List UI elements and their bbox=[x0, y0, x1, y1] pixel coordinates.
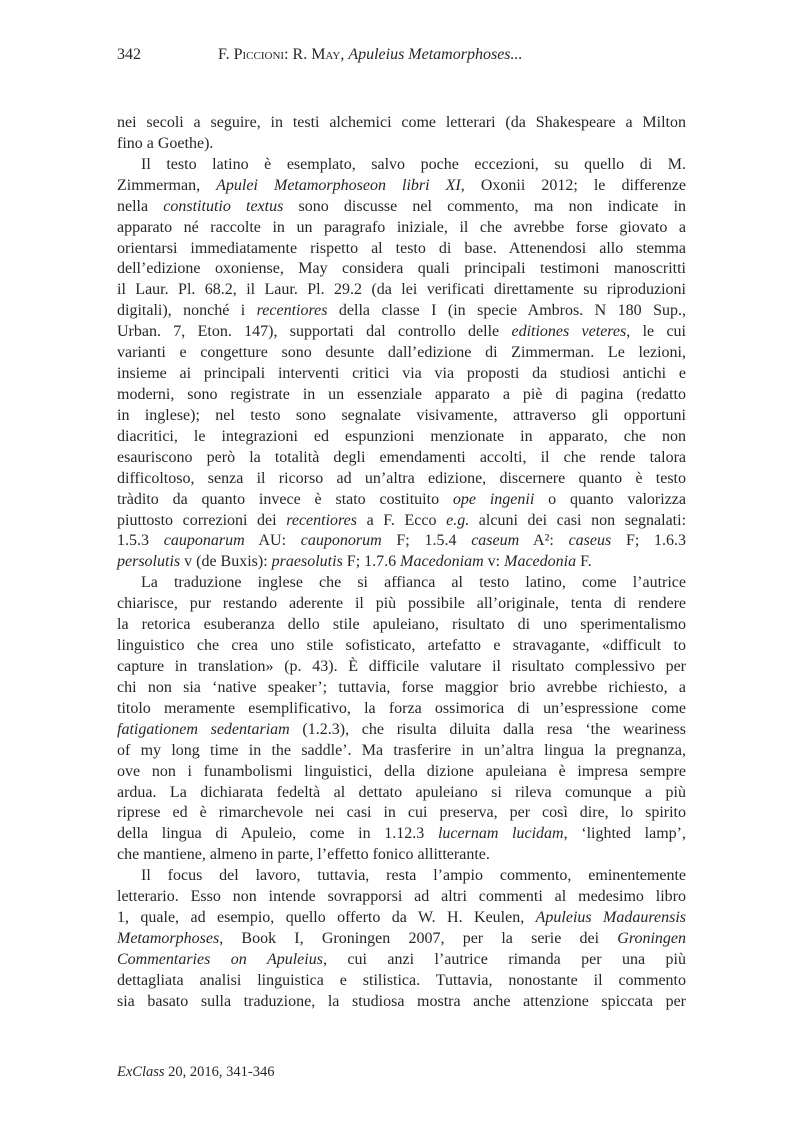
text-run: Zimmerman, bbox=[117, 176, 217, 194]
text-line bbox=[117, 343, 686, 364]
text-line bbox=[117, 218, 686, 239]
text-line bbox=[117, 929, 686, 950]
text-line bbox=[117, 552, 686, 573]
running-title-book: Apuleius Metamorphoses... bbox=[348, 46, 523, 63]
text-line bbox=[117, 824, 686, 845]
text-run: della lingua di Apuleio, come in 1.12.3 bbox=[117, 825, 438, 843]
running-title-comma: , bbox=[340, 46, 349, 63]
text-line bbox=[117, 531, 686, 552]
text-line bbox=[117, 197, 686, 218]
text-line bbox=[117, 741, 686, 762]
text-run: AU: bbox=[244, 532, 301, 550]
italic-text: Apuleius Madaurensis bbox=[535, 909, 687, 927]
text-run: , ‘lighted lamp’, bbox=[563, 825, 686, 843]
text-line bbox=[117, 762, 686, 783]
text-run: o quanto valorizza bbox=[534, 490, 687, 508]
text-line bbox=[117, 908, 686, 929]
text-line bbox=[117, 950, 686, 971]
italic-text: cauponarum bbox=[163, 532, 245, 550]
italic-text: caseus bbox=[568, 532, 612, 550]
text-run: moderni, sono registrate in un essenziale apparato a piè di pagina (redatto bbox=[117, 385, 686, 403]
text-run: , Book I, Groningen 2007, per la serie dei bbox=[219, 929, 618, 947]
text-line bbox=[117, 699, 686, 720]
text-run: linguistico che crea uno stile sofisticato, artefatto e stravagante, «difficult to bbox=[117, 637, 686, 655]
italic-text: Macedoniam bbox=[400, 553, 484, 571]
text-line bbox=[117, 113, 686, 134]
text-run: nella bbox=[117, 197, 164, 215]
text-line bbox=[117, 280, 686, 301]
text-run: apparato né raccolte in un paragrafo iniziale, il che avrebbe forse giovato a bbox=[117, 218, 686, 236]
italic-text: Macedonia bbox=[504, 553, 577, 571]
paragraph bbox=[117, 113, 686, 155]
text-line bbox=[117, 783, 686, 804]
italic-text: cauponorum bbox=[300, 532, 382, 550]
text-run: sono discusse nel commento, ma non indicate in bbox=[283, 197, 687, 215]
text-run: piuttosto correzioni dei bbox=[117, 511, 287, 529]
text-line bbox=[117, 657, 686, 678]
paragraph bbox=[117, 155, 686, 573]
text-run: , cui anzi l’autrice rimanda per una più bbox=[322, 950, 686, 968]
text-run: varianti e congetture sono desunte dall’edizione di Zimmerman. Le lezioni, bbox=[117, 344, 686, 362]
text-line bbox=[117, 803, 686, 824]
text-run: F. bbox=[576, 553, 592, 571]
text-run: alcuni dei casi non segnalati: bbox=[469, 511, 687, 529]
text-line bbox=[117, 615, 686, 636]
text-run: dettagliata analisi linguistica e stilistica. Tuttavia, nonostante il commento bbox=[117, 971, 686, 989]
italic-text: ope ingenii bbox=[452, 490, 535, 508]
italic-text: recentiores bbox=[286, 511, 357, 529]
italic-text: constitutio textus bbox=[163, 197, 284, 215]
text-line bbox=[117, 427, 686, 448]
text-line bbox=[117, 992, 686, 1013]
text-run: in inglese); nel testo sono segnalate visivamente, attraverso gli opportuni bbox=[117, 406, 686, 424]
text-run: nei secoli a seguire, in testi alchemici come letterari (da Shakespeare a Milton bbox=[117, 114, 686, 131]
text-run: capture in translation» (p. 43). È difficile valutare il risultato complessivo per bbox=[117, 657, 686, 675]
text-run: 1, quale, ad esempio, quello offerto da W. H. Keulen, bbox=[117, 909, 536, 927]
running-title-author: F. Piccioni bbox=[218, 46, 285, 63]
text-line bbox=[117, 971, 686, 992]
italic-text: editiones veteres bbox=[511, 323, 627, 341]
italic-text: fatigationem sedentariam bbox=[117, 720, 290, 738]
text-line bbox=[117, 239, 686, 260]
italic-text: Commentaries on Apuleius bbox=[117, 950, 323, 968]
paragraph bbox=[117, 573, 686, 866]
text-run: Il testo latino è esemplato, salvo poche eccezioni, su quello di M. bbox=[141, 155, 686, 173]
text-run: A²: bbox=[519, 532, 569, 550]
text-run: , Oxonii 2012; le differenze bbox=[460, 176, 686, 194]
footer-journal: ExClass bbox=[117, 1064, 165, 1080]
text-run: ardua. La dichiarata fedeltà al dettato apuleiano si rileva comunque a più bbox=[117, 783, 686, 801]
footer-citation bbox=[117, 1064, 275, 1081]
text-run: riprese ed è rimarchevole nei casi in cui preserva, per così dire, lo spirito bbox=[117, 804, 686, 822]
text-run: orientarsi immediatamente rispetto al testo di base. Attenendosi allo stemma bbox=[117, 239, 686, 257]
text-run: sia basato sulla traduzione, la studiosa mostra anche attenzione spiccata per bbox=[117, 992, 686, 1010]
text-run: La traduzione inglese che si affianca al testo latino, come l’autrice bbox=[141, 574, 686, 592]
text-line bbox=[117, 594, 686, 615]
text-run: chi non sia ‘native speaker’; tuttavia, forse maggior brio avrebbe richiesto, a bbox=[117, 678, 686, 696]
text-line bbox=[117, 720, 686, 741]
text-run: of my long time in the saddle’. Ma trasferire in un’altra lingua la pregnanza, bbox=[117, 741, 686, 759]
text-run: digitali), nonché i bbox=[117, 302, 257, 320]
text-line bbox=[117, 176, 686, 197]
body-text bbox=[117, 113, 686, 1013]
text-run: tràdito da quanto invece è stato costituito bbox=[117, 490, 453, 508]
text-run: difficoltoso, senza il ricorso ad un’altra edizione, discernere quanto è testo bbox=[117, 469, 686, 487]
italic-text: persolutis bbox=[117, 553, 181, 571]
text-line bbox=[117, 636, 686, 657]
text-run: insieme ai principali interventi critici via via proposti da studiosi antichi e bbox=[117, 365, 686, 383]
text-run: (1.2.3), che risulta diluita dalla resa ‘the weariness bbox=[289, 720, 686, 738]
text-run: fino a Goethe). bbox=[117, 134, 214, 152]
text-run: diacritici, le integrazioni ed espunzioni menzionate in apparato, che non bbox=[117, 427, 686, 445]
running-title bbox=[218, 46, 523, 64]
text-run: F; 1.6.3 bbox=[611, 532, 687, 550]
text-run: F; 1.5.4 bbox=[381, 532, 472, 550]
italic-text: praesolutis bbox=[271, 553, 343, 571]
italic-text: Groningen bbox=[617, 929, 686, 947]
text-line bbox=[117, 364, 686, 385]
text-line bbox=[117, 845, 686, 866]
text-line bbox=[117, 134, 686, 155]
text-run: letterario. Esso non intende sovrapporsi ad altri commenti al medesimo libro bbox=[117, 888, 686, 906]
text-run: v (de Buxis): bbox=[180, 553, 272, 571]
text-run: titolo meramente esemplificativo, la forza ossimorica di un’espressione come bbox=[117, 699, 686, 717]
text-line bbox=[117, 490, 686, 511]
text-line bbox=[117, 259, 686, 280]
italic-text: recentiores bbox=[256, 302, 328, 320]
running-title-reviewed-author: R. May bbox=[292, 46, 341, 63]
text-run: chiarisce, pur restando aderente il più possibile all’originale, tenta di rendere bbox=[117, 595, 686, 613]
text-line bbox=[117, 511, 686, 532]
italic-text: caseum bbox=[471, 532, 520, 550]
italic-text: Metamorphoses bbox=[117, 929, 220, 947]
text-line bbox=[117, 385, 686, 406]
text-line bbox=[117, 301, 686, 322]
text-run: , le cui bbox=[626, 323, 686, 341]
text-line bbox=[117, 573, 686, 594]
text-run: ove non i funambolismi linguistici, della dizione apuleiana è impresa sempre bbox=[117, 762, 686, 780]
text-run: della classe I (in specie Ambros. N 180 Sup., bbox=[327, 302, 686, 320]
text-line bbox=[117, 678, 686, 699]
text-line bbox=[117, 322, 686, 343]
text-run: v: bbox=[483, 553, 505, 571]
text-line bbox=[117, 448, 686, 469]
italic-text: lucernam lucidam bbox=[437, 825, 564, 843]
text-run: esauriscono però la totalità degli emendamenti accolti, il che rende talora bbox=[117, 448, 686, 466]
text-line bbox=[117, 866, 686, 887]
text-line bbox=[117, 406, 686, 427]
text-run: che mantiene, almeno in parte, l’effetto fonico allitterante. bbox=[117, 846, 490, 864]
text-run: dell’edizione oxoniense, May considera quali principali testimoni manoscritti bbox=[117, 260, 686, 278]
text-run: la retorica esuberanza dello stile apuleiano, risultato di uno sperimentalismo bbox=[117, 616, 686, 634]
italic-text: Apulei Metamorphoseon libri XI bbox=[216, 176, 461, 194]
paragraph bbox=[117, 866, 686, 1012]
text-run: 1.5.3 bbox=[117, 532, 164, 550]
text-line bbox=[117, 155, 686, 176]
italic-text: e.g. bbox=[446, 511, 470, 529]
text-run: Il focus del lavoro, tuttavia, resta l’ampio commento, eminentemente bbox=[141, 867, 686, 885]
text-run: Urban. 7, Eton. 147), supportati dal controllo delle bbox=[117, 323, 512, 341]
footer-volume: 20, 2016, 341-346 bbox=[164, 1064, 275, 1080]
text-run: a F. Ecco bbox=[357, 511, 447, 529]
page-number: 342 bbox=[117, 46, 141, 63]
text-run: il Laur. Pl. 68.2, il Laur. Pl. 29.2 (da lei verificati direttamente su riproduzioni bbox=[117, 281, 686, 299]
text-run: F; 1.7.6 bbox=[342, 553, 401, 571]
running-title-separator: : bbox=[284, 46, 293, 63]
text-line bbox=[117, 469, 686, 490]
text-line bbox=[117, 887, 686, 908]
